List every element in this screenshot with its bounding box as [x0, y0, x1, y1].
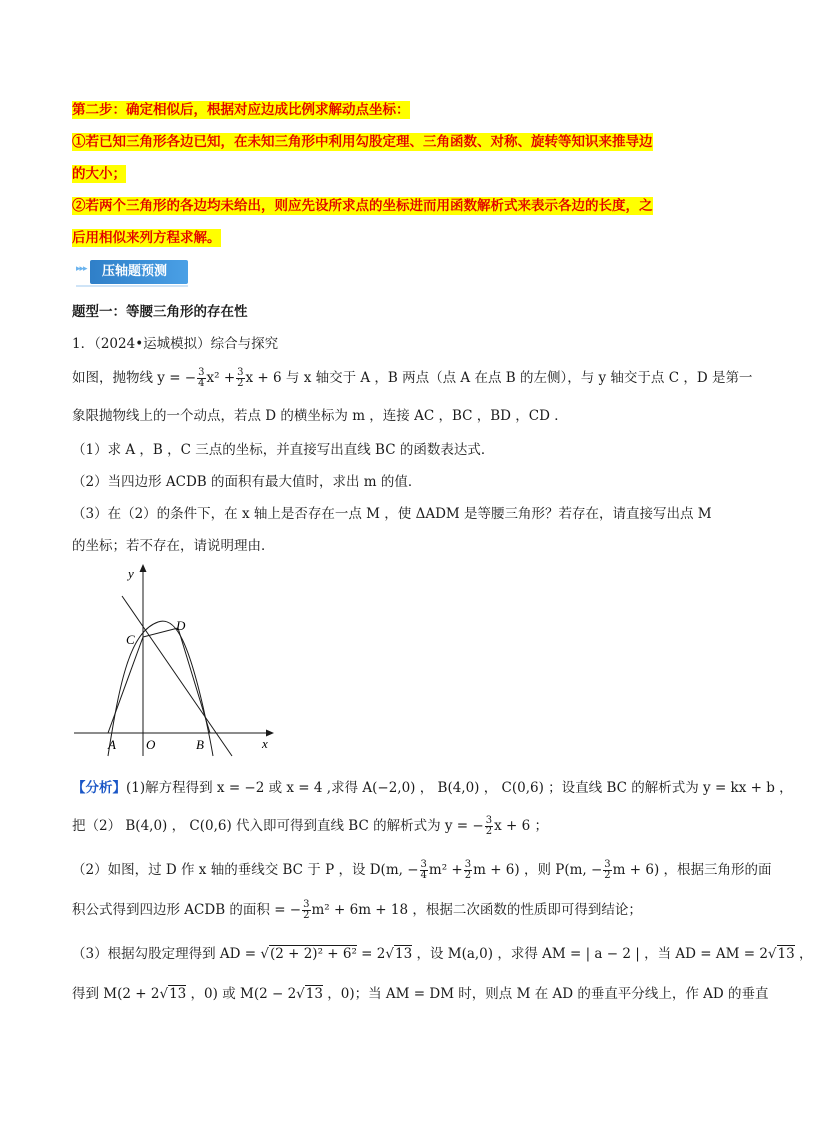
fraction: $\frac{3}{4}$: [198, 367, 205, 389]
analysis-tag: 【分析】: [72, 780, 126, 796]
fraction: $\frac{3}{4}$: [420, 859, 427, 881]
analysis-line4: 积公式得到四边形 ACDB 的面积 = − $\frac{3}{2}$ m² + 6m + 18 ，根据二次函数的性质即可得到结论；: [72, 899, 642, 921]
banner-underline: [76, 285, 188, 287]
section-title: 题型一：等腰三角形的存在性: [72, 304, 248, 320]
y-axis-arrow: [140, 564, 147, 572]
problem-header: [72, 334, 722, 354]
section-banner: [76, 258, 188, 286]
step2-item1-line1: ①若已知三角形各边已知，在未知三角形中利用勾股定理、三角函数、对称、旋转等知识来推导边: [72, 134, 653, 150]
label-y: y: [128, 566, 134, 581]
step2-item2-line1: ②若两个三角形的各边均未给出，则应先设所求点的坐标进而用函数解析式来表示各边的长度，之: [72, 198, 653, 214]
stem-part: 如图，抛物线 y = −: [72, 370, 197, 386]
fraction: $\frac{3}{2}$: [464, 859, 472, 881]
step2-title: 第二步：确定相似后，根据对应边成比例求解动点坐标：: [72, 102, 410, 118]
label-c: C: [126, 632, 135, 647]
analysis-line3: （2）如图，过 D 作 x 轴的垂线交 BC 于 P ，设 D(m, − $\frac{3}{4}$ m² + $\frac{3}{2}$ m + 6) ，则 P(m, − $\frac{3}{2}$ m + 6) ，根据三角形的面: [72, 859, 772, 881]
stem-part: x² +: [206, 370, 236, 386]
parabola-figure: [70, 560, 280, 760]
fraction: $\frac{3}{2}$: [303, 899, 310, 921]
analysis-line1: [72, 778, 793, 798]
problem-stem-line2: 象限抛物线上的一个动点，若点 D 的横坐标为 m ，连接 AC ，BC ，BD ，CD ．: [72, 408, 568, 424]
label-o: O: [146, 737, 156, 752]
fraction: $\frac{3}{2}$: [237, 367, 244, 389]
analysis-line2: 把（2） B(4,0) ， C(0,6) 代入即可得到直线 BC 的解析式为 y = − $\frac{3}{2}$ x + 6 ；: [72, 815, 548, 837]
question-1: （1）求 A ，B ，C 三点的坐标，并直接写出直线 BC 的函数表达式．: [72, 442, 495, 458]
segment-cd: [143, 628, 178, 637]
banner-label: 压轴题预测: [90, 260, 188, 284]
fraction: $\frac{3}{2}$: [604, 859, 611, 881]
problem-source: （2024•运城模拟）综合与探究: [94, 336, 279, 352]
problem-number: 1．: [72, 336, 95, 352]
analysis-line5: （3）根据勾股定理得到 AD = √(2 + 2)² + 6² = 2√13 ，设 M(a,0) ，求得 AM = | a − 2 | ，当 AD = AM = 2√13 ，: [72, 946, 813, 962]
analysis-text: (1)解方程得到 x = −2 或 x = 4 ,求得 A(−2,0) ， B(4,0) ， C(0,6) ；设直线 BC 的解析式为 y = kx + b ，: [126, 780, 793, 796]
arrow-icon: ▸▸▸: [76, 264, 87, 274]
label-d: D: [176, 618, 186, 633]
step2-item2-line2: 后用相似来列方程求解。: [72, 230, 221, 246]
segment-bd: [178, 628, 210, 733]
question-2: （2）当四边形 ACDB 的面积有最大值时，求出 m 的值．: [72, 474, 422, 490]
analysis-line6: 得到 M(2 + 2√13 ，0) 或 M(2 − 2√13 ，0)；当 AM = DM 时，则点 M 在 AD 的垂直平分线上，作 AD 的垂直: [72, 986, 769, 1002]
label-a: A: [108, 737, 116, 752]
segment-ac: [108, 637, 143, 733]
label-x: x: [262, 736, 268, 751]
question-3-line1: （3）在（2）的条件下，在 x 轴上是否存在一点 M ，使 ΔADM 是等腰三角形？若存在，请直接写出点 M: [72, 506, 712, 522]
fraction: $\frac{3}{2}$: [485, 815, 493, 837]
step2-item1-line2: 的大小；: [72, 166, 126, 182]
stem-part: x + 6 与 x 轴交于 A ，B 两点（点 A 在点 B 的左侧），与 y 轴交于点 C ，D 是第一: [245, 370, 753, 386]
question-3-line2: 的坐标；若不存在，请说明理由．: [72, 538, 275, 554]
problem-stem-line1: [72, 367, 753, 389]
label-b: B: [196, 737, 204, 752]
